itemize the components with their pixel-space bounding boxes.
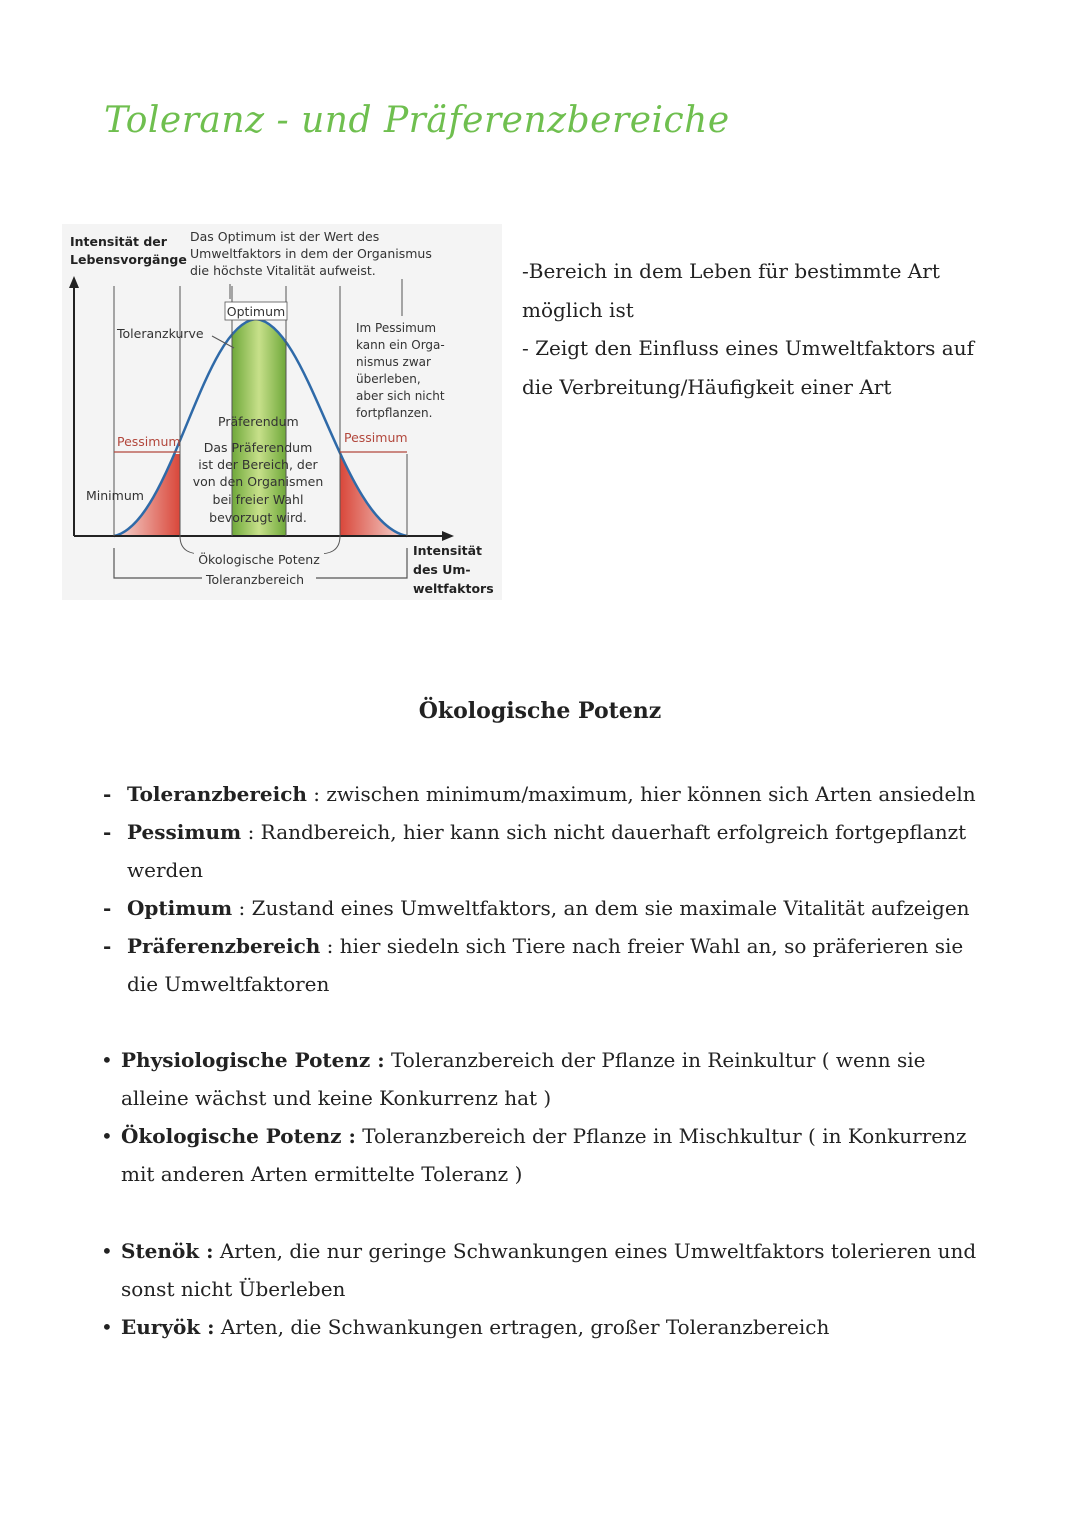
- oek-term: Euryök :: [121, 1315, 215, 1339]
- pessimum-right-band: [340, 454, 407, 536]
- pessimum-note-line: nismus zwar: [356, 355, 431, 369]
- praeferendum-note-line: von den Organismen: [192, 474, 324, 489]
- side-note-line: -Bereich in dem Leben für bestimmte Art: [522, 259, 940, 283]
- toleranzkurve-label: Toleranzkurve: [117, 326, 204, 341]
- definition-term: Pessimum: [127, 820, 242, 844]
- optimum-note-2: Umweltfaktors in dem der Organismus: [190, 246, 432, 261]
- side-note-line: die Verbreitung/Häufigkeit einer Art: [522, 374, 892, 399]
- pessimum-note-line: aber sich nicht: [356, 389, 445, 403]
- pessimum-note-line: kann ein Orga-: [356, 338, 445, 352]
- oek-text: Arten, die nur geringe Schwankungen eines Umweltfaktors tolerieren und sonst nicht Überleben: [121, 1239, 977, 1301]
- pessimum-note-line: Im Pessimum: [356, 321, 437, 335]
- potenz-term: Physiologische Potenz :: [121, 1048, 385, 1072]
- praeferendum-note: [193, 440, 324, 525]
- potenz-text: Toleranzbereich der Pflanze in Reinkultur ( wenn sie alleine wächst und keine Konkurrenz hat ): [121, 1048, 926, 1110]
- x-axis-label-line: weltfaktors: [413, 581, 494, 596]
- tolerance-curve-diagram: [62, 224, 502, 600]
- y-axis-arrow: [69, 276, 79, 288]
- minimum-label: Minimum: [86, 488, 144, 503]
- pessimum-note-line: überleben,: [356, 372, 421, 386]
- y-axis-label-2: Lebensvorgänge: [70, 252, 187, 267]
- oek-term: Stenök :: [121, 1239, 214, 1263]
- page-title: Toleranz - und Präferenzbereiche: [104, 100, 730, 141]
- list-item: [100, 1232, 990, 1308]
- list-item: [100, 1041, 990, 1117]
- optimum-label: Optimum: [226, 304, 286, 319]
- optimum-note-3: die höchste Vitalität aufweist.: [190, 263, 376, 278]
- definition-separator: :: [306, 782, 327, 806]
- x-axis-label: [413, 543, 494, 596]
- pessimum-right-label: Pessimum: [344, 430, 408, 445]
- oek-text: Arten, die Schwankungen ertragen, großer Toleranzbereich: [214, 1315, 830, 1339]
- list-item: [100, 889, 1000, 927]
- list-item: [100, 1308, 990, 1346]
- definition-separator: :: [320, 934, 340, 958]
- toleranzbereich-label: Toleranzbereich: [205, 572, 305, 587]
- definition-text: hier siedeln sich Tiere nach freier Wahl an, so präferieren sie die Umweltfaktoren: [127, 934, 964, 996]
- potenz-term: Ökologische Potenz :: [121, 1124, 356, 1148]
- potenz-list: [100, 1041, 990, 1193]
- definition-separator: :: [232, 896, 252, 920]
- side-note-line: möglich ist: [522, 297, 634, 322]
- definition-text: Zustand eines Umweltfaktors, an dem sie maximale Vitalität aufzeigen: [251, 896, 970, 920]
- section-heading: Ökologische Potenz: [418, 698, 662, 724]
- x-axis-label-line: des Um-: [413, 562, 471, 577]
- definitions-list: [100, 775, 1000, 1003]
- praeferendum-note-line: ist der Bereich, der: [198, 457, 318, 472]
- potenz-text: Toleranzbereich der Pflanze in Mischkultur ( in Konkurrenz mit anderen Arten ermittelte Toleranz ): [121, 1124, 967, 1186]
- definition-text: zwischen minimum/maximum, hier können sich Arten ansiedeln: [326, 782, 976, 806]
- pessimum-left-label: Pessimum: [117, 434, 181, 449]
- side-notes: [522, 252, 992, 406]
- optimum-note-1: Das Optimum ist der Wert des: [190, 229, 380, 244]
- x-axis-label-line: Intensität: [413, 543, 483, 558]
- x-axis-arrow: [442, 531, 454, 541]
- definition-term: Präferenzbereich: [127, 934, 321, 958]
- list-item: [100, 927, 1000, 1003]
- definition-term: Optimum: [127, 896, 233, 920]
- praeferendum-label: Präferendum: [218, 414, 299, 429]
- praeferendum-note-line: bei freier Wahl: [212, 492, 304, 507]
- praeferendum-note-line: Das Präferendum: [203, 440, 313, 455]
- definition-separator: :: [241, 820, 261, 844]
- pessimum-note: [356, 321, 445, 420]
- oek-list: [100, 1232, 990, 1346]
- praeferendum-note-line: bevorzugt wird.: [209, 510, 307, 525]
- side-note-line: - Zeigt den Einfluss eines Umweltfaktors auf: [522, 336, 974, 360]
- list-item: [100, 775, 1000, 813]
- tolerance-curve-figure: [62, 224, 502, 600]
- definition-term: Toleranzbereich: [127, 782, 307, 806]
- list-item: [100, 813, 1000, 889]
- definition-text: Randbereich, hier kann sich nicht dauerhaft erfolgreich fortgepflanzt werden: [127, 820, 967, 882]
- oekologische-potenz-label: Ökologische Potenz: [198, 552, 320, 567]
- pessimum-note-line: fortpflanzen.: [356, 406, 433, 420]
- y-axis-label-1: Intensität der: [70, 234, 167, 249]
- list-item: [100, 1117, 990, 1193]
